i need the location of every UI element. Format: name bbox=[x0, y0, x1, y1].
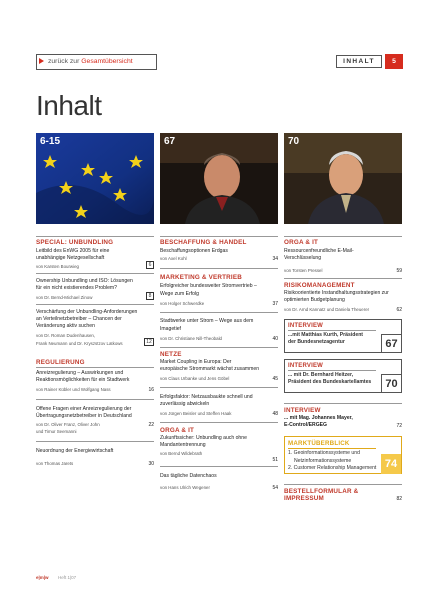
page-ref: 48 bbox=[272, 410, 278, 417]
divider bbox=[160, 268, 278, 269]
toc-entry[interactable]: Zukunftssicher: Unbundling auch ohne Mandantentrennung von Bernd Wildebrath 51 bbox=[160, 434, 278, 464]
page-ref: 12 bbox=[144, 338, 154, 346]
toc-entry[interactable]: Verschärfung der Unbundling-Anforderungen an Verteilnetzbetreiber – Chancen der Veränderung aktiv suchen von Dr. Roman Dudenhausen, Frank Neumann und Dr. Kryszstzov Latkows 12 bbox=[36, 309, 154, 347]
divider bbox=[36, 399, 154, 400]
footer-logo: e|m|w bbox=[36, 575, 49, 580]
page-ref: 8 bbox=[146, 292, 154, 300]
page-ref: 51 bbox=[272, 457, 278, 464]
divider bbox=[288, 448, 376, 449]
photo-page-range: 70 bbox=[288, 136, 300, 147]
page-ref: 82 bbox=[396, 496, 402, 503]
page-ref: 45 bbox=[272, 375, 278, 382]
page-ref: 30 bbox=[148, 460, 154, 467]
divider bbox=[284, 484, 402, 485]
toc-entry[interactable]: Offene Fragen einer Anreizregulierung der Übertragungsnetzbetreiber in Deutschland von Dr. Oliver Franz, Oliver John und Timur Seemanni 22 bbox=[36, 405, 154, 435]
section-heading-special: SPECIAL: UNBUNDLING bbox=[36, 239, 114, 246]
divider bbox=[36, 441, 154, 442]
interview-box[interactable]: INTERVIEW ... mit Dr. Bernhard Heitzer, Präsident des Bundeskartellamtes 70 bbox=[284, 359, 402, 393]
toc-entry[interactable]: Risikoorientierte Instandhaltungsstrategien zur optimierten Budgetplanung von Dr. Arnd Kannatz und Daniela Theuerer 62 bbox=[284, 289, 402, 313]
toc-entry[interactable]: Beschaffungsoptionen Erdgas von Axel Kohl 34 bbox=[160, 248, 278, 263]
page-ref: 70 bbox=[381, 374, 401, 392]
divider bbox=[36, 304, 154, 305]
photo-interview-heitzer[interactable] bbox=[284, 133, 402, 224]
portrait-kurth-image bbox=[160, 133, 278, 224]
page-ref: 62 bbox=[396, 306, 402, 313]
toc-column-2 bbox=[160, 236, 278, 491]
page-ref: 59 bbox=[396, 267, 402, 274]
toc-entry[interactable]: Das tägliche Datenchaos von Hans Ulrich Wegener 54 bbox=[160, 473, 278, 491]
toc-column-1 bbox=[36, 236, 154, 467]
page-number: 5 bbox=[385, 54, 403, 69]
page-title: Inhalt bbox=[36, 90, 102, 121]
section-heading-orga: ORGA & IT bbox=[160, 426, 195, 434]
section-heading-interview: INTERVIEW bbox=[284, 406, 321, 414]
section-heading-regulierung: REGULIERUNG bbox=[36, 358, 85, 366]
page-ref: 6 bbox=[146, 261, 154, 269]
page-ref: 34 bbox=[272, 256, 278, 263]
divider bbox=[284, 403, 402, 404]
toc-entry[interactable]: Erfolgsfaktor: Netzausbaukte schnell und zuverlässig abwickeln von Jürgen Beisler und Steffen Haak 48 bbox=[160, 393, 278, 417]
divider bbox=[160, 236, 278, 237]
divider bbox=[160, 422, 278, 423]
arrow-right-icon bbox=[39, 58, 44, 64]
section-heading-orga: ORGA & IT bbox=[284, 239, 319, 246]
divider bbox=[36, 273, 154, 274]
toc-entry[interactable]: Market Coupling in Europa: Der europäische Strommarkt wächst zusammen von Claus Urbanke und Jens Göbel 45 bbox=[160, 359, 278, 382]
divider bbox=[160, 387, 278, 388]
divider bbox=[160, 466, 278, 467]
page-ref: 67 bbox=[381, 334, 401, 352]
photo-eu-flag[interactable] bbox=[36, 133, 154, 224]
divider bbox=[284, 236, 402, 237]
page-ref: 16 bbox=[148, 386, 154, 393]
page-ref: 22 bbox=[148, 422, 154, 429]
toc-entry[interactable]: Anreizregulierung – Auswirkungen und Reaktionsmöglichkeiten für ein Stadtwerk von Rainer Kübler und Wolfgang Nass 16 bbox=[36, 369, 154, 393]
divider bbox=[284, 278, 402, 279]
photo-page-range: 6-15 bbox=[40, 136, 61, 147]
market-overview-box[interactable]: MARKTÜBERBLICK 1. Geoinformationssysteme und Netzinformationssysteme 2. Customer Relationship Management 74 bbox=[284, 436, 402, 474]
toc-entry[interactable]: Neuordnung der Energiewirtschaft von Thomas Jarets 30 bbox=[36, 448, 154, 467]
section-heading-beschaffung: BESCHAFFUNG & HANDEL bbox=[160, 239, 247, 246]
toc-entry[interactable]: BESTELLFORMULAR & IMPRESSUM 82 bbox=[284, 488, 402, 503]
back-to-overview-link[interactable]: zurück zur Gesamtübersicht bbox=[36, 54, 157, 70]
section-heading-risiko: RISIKOMANAGEMENT bbox=[284, 281, 355, 289]
page-ref: 72 bbox=[396, 423, 402, 430]
page-ref: 37 bbox=[272, 301, 278, 308]
toc-entry[interactable]: ... mit Mag. Johannes Mayer, E-Control/ERGEG 72 bbox=[284, 414, 402, 430]
interview-box[interactable]: INTERVIEW ...mit Matthias Kurth, Präsident der Bundesnetzagentur 67 bbox=[284, 319, 402, 353]
section-heading-netze: NETZE bbox=[160, 351, 182, 359]
divider bbox=[36, 236, 154, 237]
toc-entry[interactable]: Leitbild des EnWG 2005 für eine unabhängige Netzgesellschaft von Karsten Bourwieg 6 bbox=[36, 248, 154, 270]
page-ref: 74 bbox=[381, 454, 401, 474]
footer-issue: Heft 1|07 bbox=[58, 575, 77, 580]
section-heading-marketing: MARKETING & VERTRIEB bbox=[160, 274, 243, 282]
divider bbox=[288, 370, 376, 371]
toc-entry[interactable]: Erfolgreicher bundesweiter Stromvertrieb – Wege zum Erfolg von Holger Schwerdke 37 bbox=[160, 283, 278, 308]
toc-entry[interactable]: Ownership Unbundling und ISO: Lösungen für ein nicht existierendes Problem? von Dr. Bernd-Michael Zinow 8 bbox=[36, 278, 154, 301]
divider bbox=[288, 330, 376, 331]
section-label: INHALT bbox=[336, 55, 382, 68]
portrait-heitzer-image bbox=[284, 133, 402, 224]
toc-column-3 bbox=[284, 236, 402, 502]
toc-entry[interactable]: Ressourcenfreundliche E-Mail-Verschlüsselung von Torsten Pressel 59 bbox=[284, 248, 402, 274]
page-ref: 40 bbox=[272, 336, 278, 343]
photo-page-range: 67 bbox=[164, 136, 176, 147]
page-ref: 54 bbox=[272, 484, 278, 491]
divider bbox=[160, 312, 278, 313]
divider bbox=[36, 367, 154, 368]
photo-interview-kurth[interactable] bbox=[160, 133, 278, 224]
divider bbox=[160, 347, 278, 348]
toc-entry[interactable]: Stadtwerke unter Strom – Wege aus dem Imagetief von Dr. Christiane Nill-Theobald 40 bbox=[160, 318, 278, 343]
